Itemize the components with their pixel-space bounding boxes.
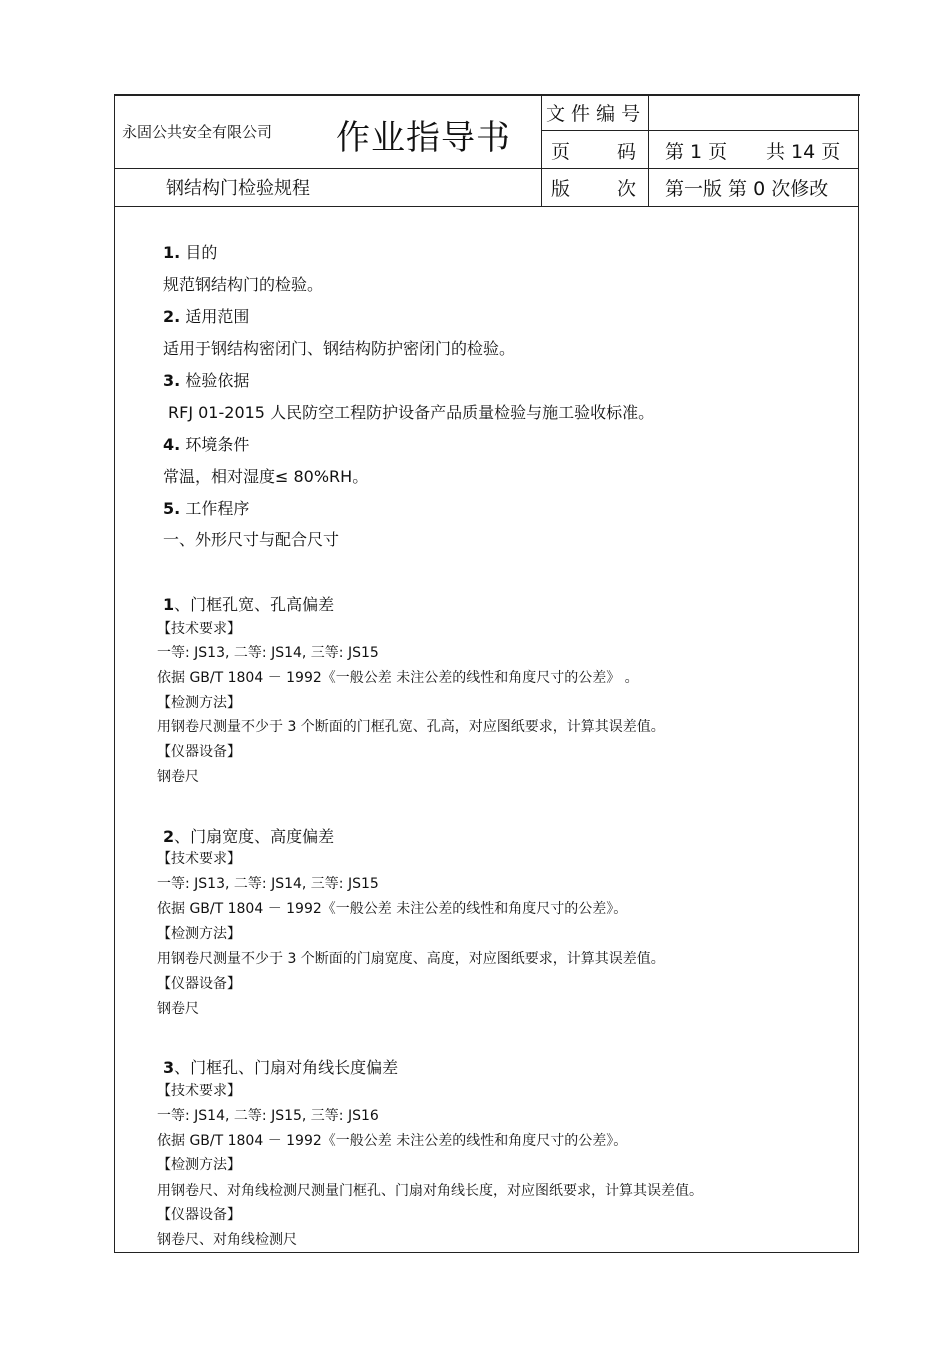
item-equip-label: 【仪器设备】 [157,976,241,992]
item-method-label: 【检测方法】 [157,1157,241,1173]
section-heading: 4. 环境条件 [163,435,250,454]
section-text: 常温，相对湿度≤ 80%RH。 [163,467,369,486]
section-heading: 2. 适用范围 [163,307,250,326]
company-name: 永固公共安全有限公司 [122,123,273,141]
item-method-label: 【检测方法】 [157,926,241,942]
edition-label-right: 次 [617,178,637,200]
item-grades: 一等: JS14, 二等: JS15, 三等: JS16 [157,1108,379,1124]
header-divider-2 [114,168,859,169]
item-basis: 依据 GB/T 1804 － 1992《一般公差 未注公差的线性和角度尺寸的公差》。 [157,901,628,917]
header-divider-1 [541,130,859,131]
item-equip: 钢卷尺 [157,769,199,785]
item-heading: 3、门框孔、门扇对角线长度偏差 [163,1058,399,1077]
edition-value: 第一版 第 0 次修改 [665,178,829,200]
item-method: 用钢卷尺、对角线检测尺测量门框孔、门扇对角线长度，对应图纸要求，计算其误差值。 [157,1183,703,1199]
item-req-label: 【技术要求】 [157,621,241,637]
item-req-label: 【技术要求】 [157,851,241,867]
item-equip-label: 【仪器设备】 [157,1207,241,1223]
section-text: 规范钢结构门的检验。 [163,275,324,294]
item-heading: 1、门框孔宽、孔高偏差 [163,595,335,614]
item-equip-label: 【仪器设备】 [157,744,241,760]
item-equip: 钢卷尺 [157,1001,199,1017]
item-equip: 钢卷尺、对角线检测尺 [157,1232,297,1248]
item-method: 用钢卷尺测量不少于 3 个断面的门框孔宽、孔高，对应图纸要求，计算其误差值。 [157,719,665,735]
item-basis: 依据 GB/T 1804 － 1992《一般公差 未注公差的线性和角度尺寸的公差》。 [157,1133,628,1149]
item-method-label: 【检测方法】 [157,695,241,711]
page-current: 第 1 页 [665,141,728,163]
document-subtitle: 钢结构门检验规程 [166,178,310,199]
section-heading: 3. 检验依据 [163,371,250,390]
section-text: RFJ 01-2015 人民防空工程防护设备产品质量检验与施工验收标准。 [168,403,655,422]
header-divider-3 [114,206,859,207]
section-heading: 1. 目的 [163,243,218,262]
section-heading: 5. 工作程序 [163,499,250,518]
item-grades: 一等: JS13, 二等: JS14, 三等: JS15 [157,645,379,661]
item-method: 用钢卷尺测量不少于 3 个断面的门扇宽度、高度，对应图纸要求，计算其误差值。 [157,951,665,967]
page-total: 共 14 页 [766,141,841,163]
section-text: 适用于钢结构密闭门、钢结构防护密闭门的检验。 [163,339,516,358]
item-grades: 一等: JS13, 二等: JS14, 三等: JS15 [157,876,379,892]
document-title: 作业指导书 [336,118,511,158]
section-text: 一、外形尺寸与配合尺寸 [163,530,340,549]
header-col-divider-1 [541,94,542,206]
header-col-divider-2 [648,94,649,206]
item-heading: 2、门扇宽度、高度偏差 [163,827,335,846]
file-number-label: 文 件 编 号 [546,103,641,125]
item-req-label: 【技术要求】 [157,1083,241,1099]
page-label-left: 页 [551,141,571,163]
item-basis: 依据 GB/T 1804 － 1992《一般公差 未注公差的线性和角度尺寸的公差》 。 [157,670,639,686]
edition-label-left: 版 [551,178,571,200]
page-label-right: 码 [617,141,637,163]
